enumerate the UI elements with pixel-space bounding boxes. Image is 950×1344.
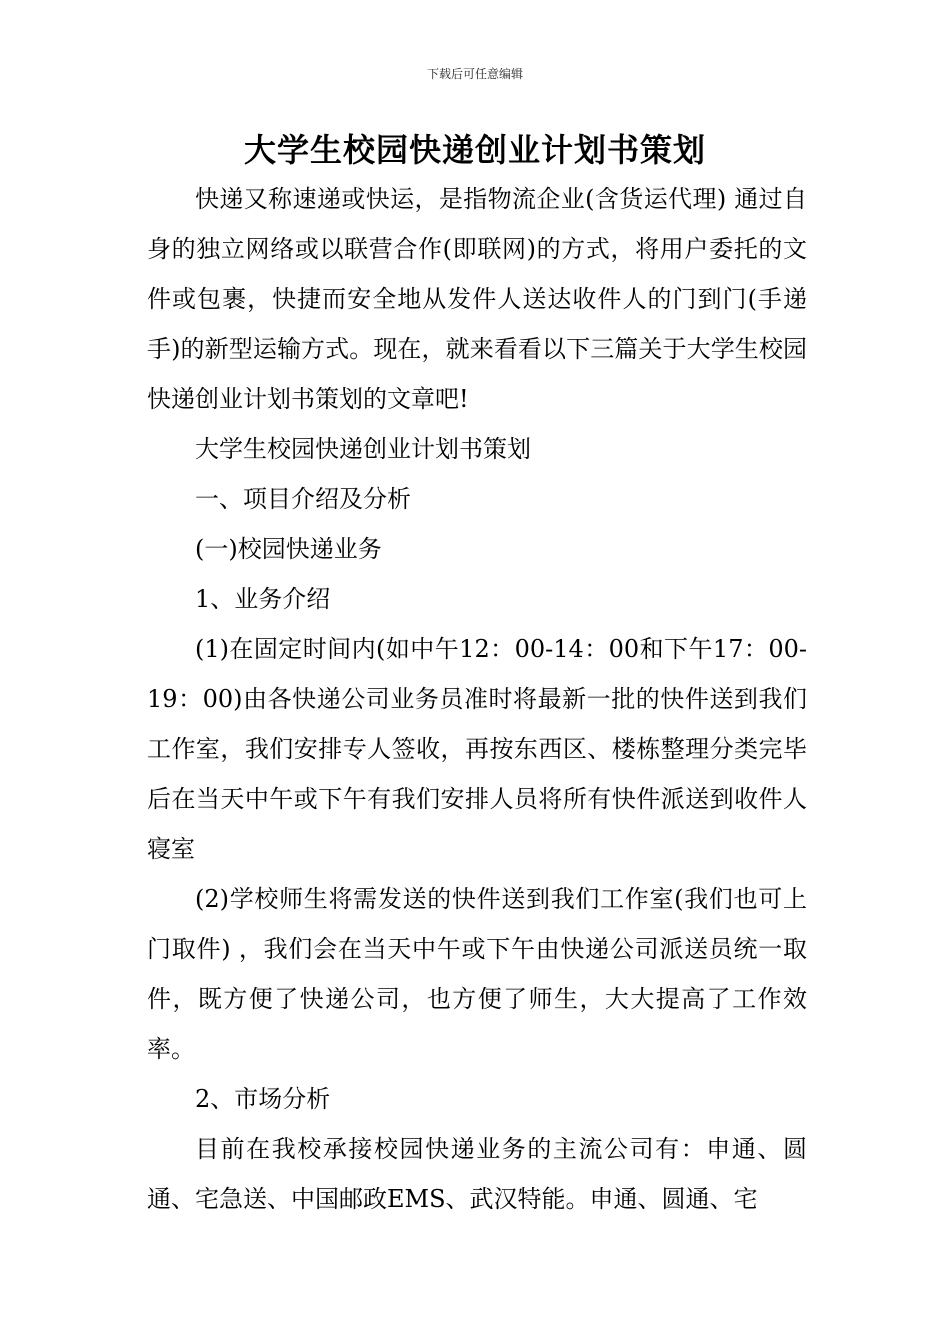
subsection-heading: (一)校园快递业务	[195, 535, 382, 563]
subsection-heading: 2、市场分析	[195, 1085, 331, 1113]
body-paragraph: 目前在我校承接校园快递业务的主流公司有：申通、圆通、宅急送、中国邮政EMS、武汉特能。申通、圆通、宅	[147, 1135, 807, 1213]
section-heading: 一、项目介绍及分析	[195, 485, 411, 513]
body-paragraph: (1)在固定时间内(如中午12：00-14：00和下午17：00-19：00)由各快递公司业务员准时将最新一批的快件送到我们工作室，我们安排专人签收，再按东西区、楼栋整理分类完毕后在当天中午或下午有我们安排人员将所有快件派送到收件人寝室	[147, 635, 807, 863]
header-note: 下载后可任意编辑	[426, 67, 523, 81]
body-paragraph: (2)学校师生将需发送的快件送到我们工作室(我们也可上门取件) ，我们会在当天中午或下午由快递公司派送员统一取件，既方便了快递公司，也方便了师生，大大提高了工作效率。	[147, 885, 807, 1063]
section-heading: 大学生校园快递创业计划书策划	[195, 435, 531, 463]
intro-paragraph: 快递又称速递或快运，是指物流企业(含货运代理) 通过自身的独立网络或以联营合作(即联网)的方式，将用户委托的文件或包裹，快捷而安全地从发件人送达收件人的门到门(手递手)的新型运输方式。现在，就来看看以下三篇关于大学生校园快递创业计划书策划的文章吧!	[147, 185, 807, 413]
subsection-heading: 1、业务介绍	[195, 585, 331, 613]
document-body	[147, 174, 807, 1224]
document-title: 大学生校园快递创业计划书策划	[243, 131, 706, 169]
